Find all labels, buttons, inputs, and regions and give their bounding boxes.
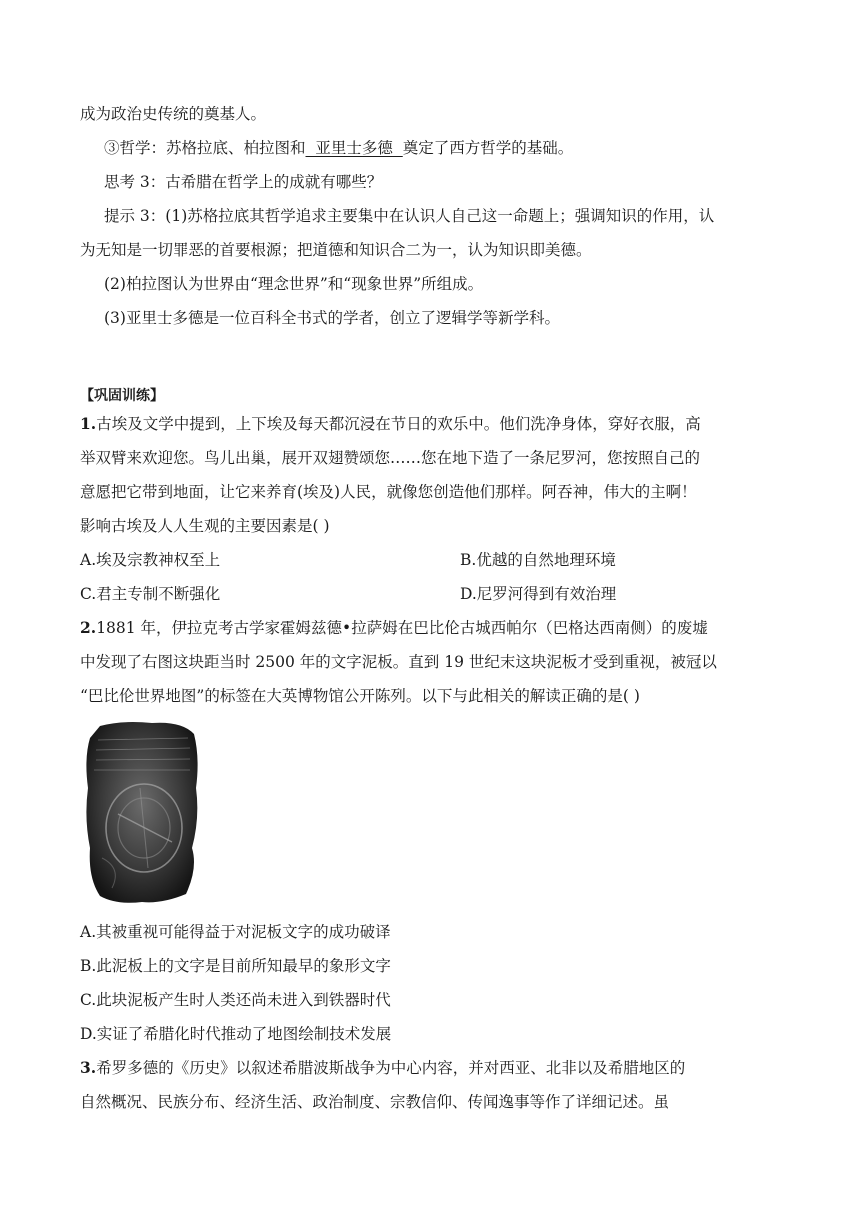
text-line: 成为政治史传统的奠基人。 [80, 105, 267, 123]
option-d: D.实证了希腊化时代推动了地图绘制技术发展 [80, 1025, 392, 1043]
question-2-line: 中发现了右图这块距当时 2500 年的文字泥板。直到 19 世纪末这块泥板才受到重视，被冠以 [80, 653, 717, 671]
option-c: C.此块泥板产生时人类还尚未进入到铁器时代 [80, 991, 391, 1009]
question-1-line: 影响古埃及人人生观的主要因素是( ) [80, 517, 330, 535]
text-line: (3)亚里士多德是一位百科全书式的学者，创立了逻辑学等新学科。 [104, 309, 560, 327]
question-3-line: 自然概况、民族分布、经济生活、政治制度、宗教信仰、传闻逸事等作了详细记述。虽 [80, 1093, 670, 1111]
text-line: (2)柏拉图认为世界由“理念世界”和“现象世界”所组成。 [104, 275, 484, 293]
option-b: B.此泥板上的文字是目前所知最早的象形文字 [80, 957, 391, 975]
question-text: 古埃及文学中提到，上下埃及每天都沉浸在节日的欢乐中。他们洗净身体，穿好衣服，高 [96, 415, 701, 433]
option-a: A.其被重视可能得益于对泥板文字的成功破译 [80, 923, 391, 941]
question-1-line: 举双臂来欢迎您。鸟儿出巢，展开双翅赞颂您……您在地下造了一条尼罗河，您按照自己的 [80, 449, 701, 467]
question-1-line [80, 414, 701, 434]
question-1-line: 意愿把它带到地面，让它来养育(埃及)人民，就像您创造他们那样。阿吞神，伟大的主啊！ [80, 483, 697, 501]
section-title: 【巩固训练】 [80, 388, 164, 404]
question-number: 3. [80, 1058, 97, 1077]
question-number: 2. [80, 618, 97, 637]
text-line: 提示 3：(1)苏格拉底其哲学追求主要集中在认识人自己这一命题上；强调知识的作用，认 [104, 207, 715, 225]
question-2-line [80, 618, 708, 638]
clay-tablet-image [82, 718, 202, 906]
answer-blank: 亚里士多德 [305, 139, 403, 157]
text-line: 为无知是一切罪恶的首要根源；把道德和知识合二为一，认为知识即美德。 [80, 241, 592, 259]
question-number: 1. [80, 414, 97, 433]
question-text: 1881 年，伊拉克考古学家霍姆兹德•拉萨姆在巴比伦古城西帕尔（巴格达西南侧）的废墟 [96, 619, 708, 637]
option-row [80, 584, 617, 604]
option-a: A.埃及宗教神权至上 [80, 551, 221, 569]
question-3-line [80, 1058, 685, 1078]
text-line [104, 138, 573, 158]
text-fragment: 奠定了西方哲学的基础。 [402, 139, 574, 157]
text-fragment: ③哲学：苏格拉底、柏拉图和 [104, 139, 306, 157]
option-c: C.君主专制不断强化 [80, 585, 221, 603]
option-row [80, 550, 616, 570]
question-2-line: “巴比伦世界地图”的标签在大英博物馆公开陈列。以下与此相关的解读正确的是( ) [80, 687, 640, 705]
question-text: 希罗多德的《历史》以叙述希腊波斯战争为中心内容，并对西亚、北非以及希腊地区的 [96, 1059, 686, 1077]
text-line: 思考 3：古希腊在哲学上的成就有哪些？ [104, 173, 383, 191]
option-d: D.尼罗河得到有效治理 [460, 585, 617, 603]
option-b: B.优越的自然地理环境 [460, 551, 616, 569]
